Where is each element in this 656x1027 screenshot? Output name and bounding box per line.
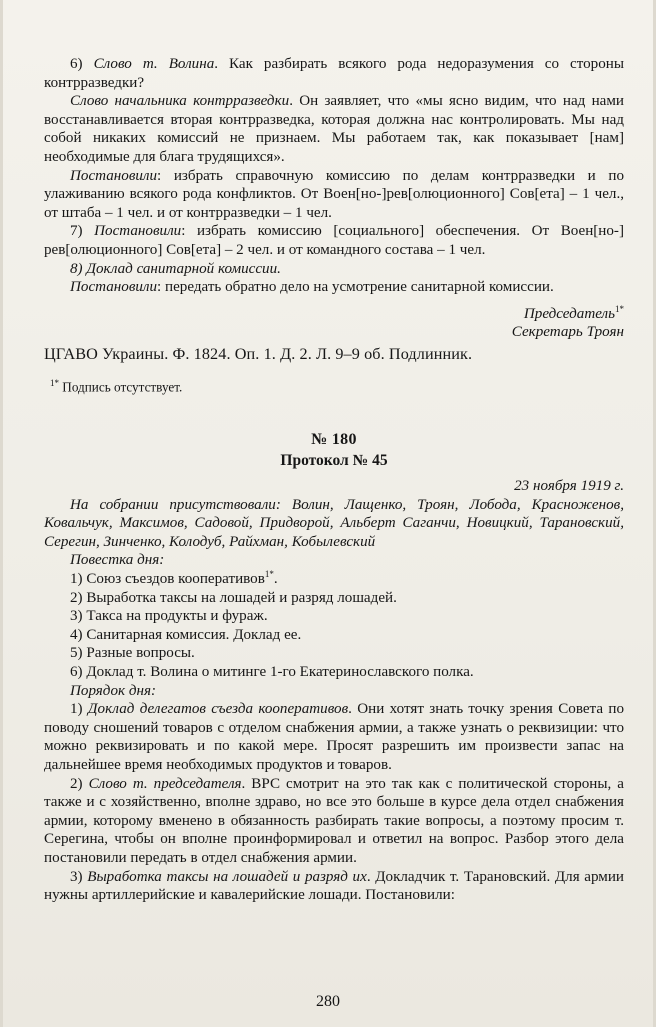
resolution-1: Постановили: избрать справочную комиссию по делам контрразведки и по улаживанию всякого рода конфликтов. От Воен[но-]рев[олюционного] Сов[ета] – 1 чел., от штаба – 1 чел. и от контрразведки – 1 чел. xyxy=(44,167,624,221)
agenda-item-6: 6) Доклад т. Волина о митинге 1-го Екатеринославского полка. xyxy=(70,664,474,681)
protocol-date: 23 ноября 1919 г. xyxy=(514,478,624,495)
secretary-signature: Секретарь Троян xyxy=(511,324,624,341)
agenda-item-4: 4) Санитарная комиссия. Доклад ее. xyxy=(70,626,302,643)
attendees: На собрании присутствовали: Волин, Лащенко, Троян, Лобода, Красноженов, Ковальчук, Максимов, Садовой, Придворой, Альберт Саганчи, Новицкий, Тарановский, Серегин, Зинченко, Колодуб, Райхман, Кобылевский xyxy=(44,496,624,550)
resolution-3: Постановили: передать обратно дело на усмотрение санитарной комиссии. xyxy=(70,279,554,296)
order-title: Порядок дня: xyxy=(70,682,156,699)
agenda-item-2: 2) Выработка таксы на лошадей и разряд лошадей. xyxy=(70,589,397,606)
page-number: 280 xyxy=(316,993,340,1010)
item-7-paragraph: 7) Постановили: избрать комиссию [социального] обеспечения. От Воен[но-] рев[олюционного] Сов[ета] – 2 чел. и от командного состава – 1 чел. xyxy=(44,223,624,258)
chairman-signature: Председатель$^{1*}$ xyxy=(523,303,624,322)
agenda-item-3: 3) Такса на продукты и фураж. xyxy=(70,608,268,625)
order-item-3: 3) Выработка таксы на лошадей и разряд их. Докладчик т. Тарановский. Для армии нужны артиллерийские и кавалерийские лошади. Постановили: xyxy=(44,868,624,904)
agenda-item-5: 5) Разные вопросы. xyxy=(70,645,195,662)
agenda-title: Повестка дня: xyxy=(70,552,165,569)
chief-paragraph: Слово начальника контрразведки. Он заявляет, что «мы ясно видим, что над нами восстанавливается вторая контрразведка, которая должна нас контролировать. Мы над собой никаких комиссий не признаем. Мы работаем так, как показывает [нам] необходимые для блага трудящихся». xyxy=(44,93,624,165)
item-8-paragraph: 8) Доклад санитарной комиссии. xyxy=(70,260,281,277)
footnote: $^{1*}$ Подпись отсутствует. xyxy=(50,377,183,395)
agenda-item-1: 1) Союз съездов кооперативов$^{1*}$. xyxy=(70,569,278,588)
document-number: № 180 xyxy=(311,430,357,448)
protocol-title: Протокол № 45 xyxy=(280,452,388,470)
order-item-1: 1) Доклад делегатов съезда кооперативов. Они хотят знать точку зрения Совета по поводу сношений товаров с отделом снабжения армии, а также узнать о реквизиции: что можно реквизировать и по какой мере. Просят разрешить им произвести запас на дальнейшее время необходимых продуктов и товаров. xyxy=(44,701,624,773)
page-edge-left xyxy=(0,0,3,1027)
item-6-paragraph: 6) Слово т. Волина. Как разбирать всякого рода недоразумения со стороны контрразведки? xyxy=(44,56,624,91)
archive-reference: ЦГАВО Украины. Ф. 1824. Оп. 1. Д. 2. Л. 9–9 об. Подлинник. xyxy=(44,344,473,363)
body-text xyxy=(44,55,624,905)
order-item-2: 2) Слово т. председателя. ВРС смотрит на это так как с политической стороны, а также и с хозяйственно, вполне здраво, но все это больше в курсе дела отдел снабжения армии, которому вменено в обязанность разбирать такие вопросы, а поэтому просим т. Серегина, чтобы он вполне проинформировал и ответил на вопрос. Разбор этого дела постановили передать в отдел снабжения армии. xyxy=(44,775,624,866)
